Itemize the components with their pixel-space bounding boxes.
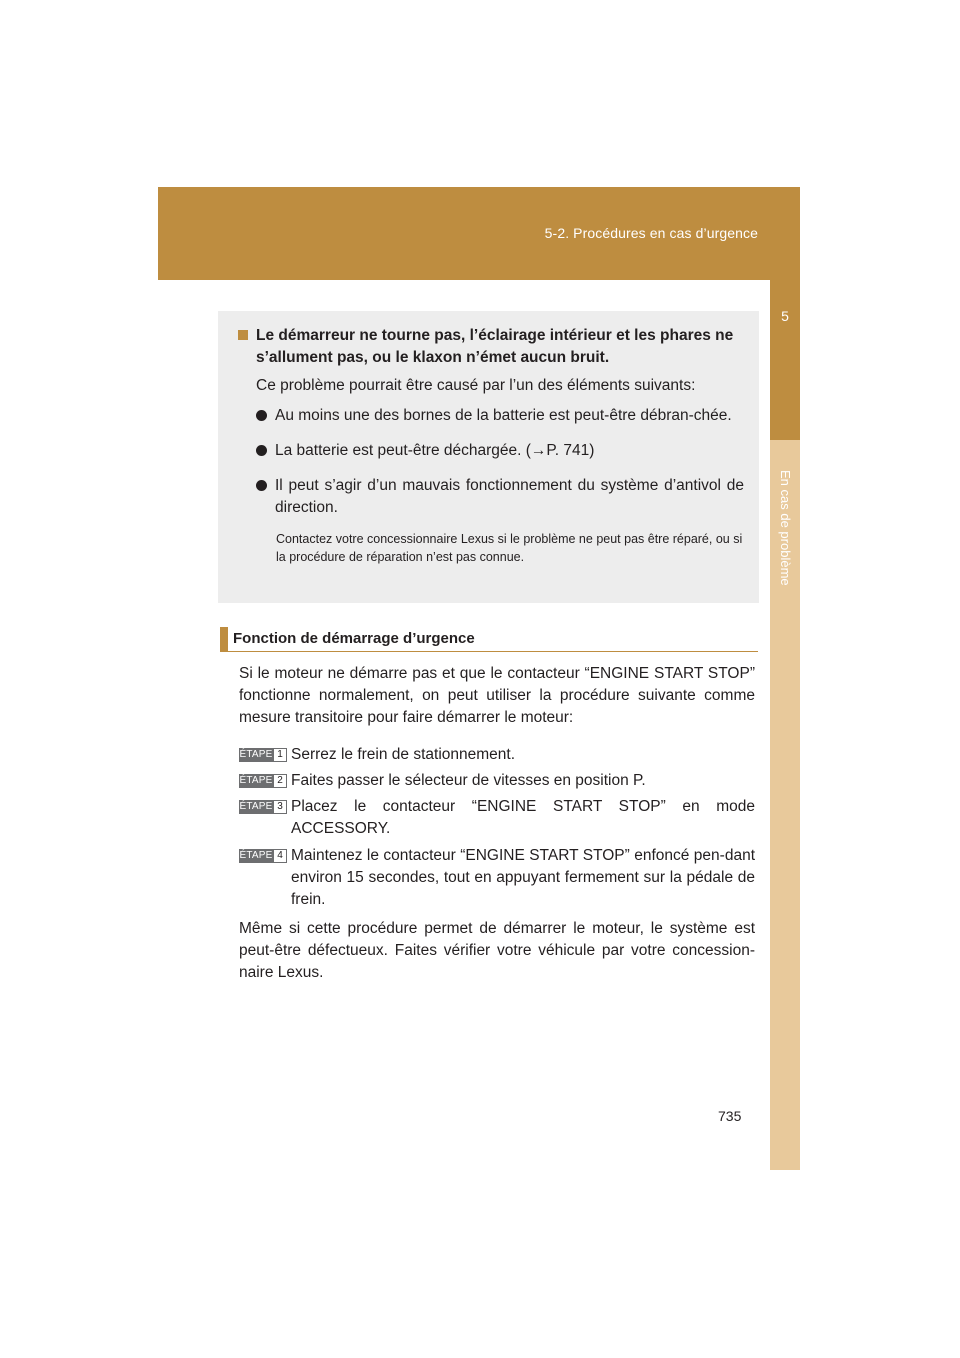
step-4 — [239, 845, 755, 911]
step-badge-number: 4 — [273, 849, 287, 863]
step-badge-label: ÉTAPE — [239, 775, 273, 786]
step-badge-label: ÉTAPE — [239, 801, 273, 812]
step-1 — [239, 744, 755, 766]
step-text: Serrez le frein de stationnement. — [291, 746, 516, 763]
page-number: 735 — [718, 1108, 742, 1124]
section-header: 5-2. Procédures en cas d’urgence — [544, 225, 758, 241]
step-badge-number: 3 — [273, 800, 287, 814]
step-2 — [239, 770, 755, 792]
list-item — [256, 440, 744, 462]
list-item — [256, 405, 744, 427]
emergency-heading — [220, 627, 758, 652]
chapter-tab-marker — [770, 280, 800, 440]
step-badge-number: 1 — [273, 748, 287, 762]
info-box — [218, 311, 759, 603]
info-heading-text: Le démarreur ne tourne pas, l’éclairage intérieur et les phares ne s’allument pas, ou le klaxon n’émet aucun bruit. — [256, 327, 734, 366]
step-badge — [239, 849, 287, 863]
emergency-conclusion: Même si cette procédure permet de démarrer le moteur, le système est peut-être défectueux. Faites vérifier votre véhicule par votre concession-naire Lexus. — [239, 920, 755, 981]
dealer-note: Contactez votre concessionnaire Lexus si le problème ne peut pas être réparé, ou si la procédure de réparation n’est pas connue. — [276, 532, 743, 564]
heading-accent-bar — [220, 627, 228, 651]
list-item — [256, 475, 744, 519]
info-heading — [238, 325, 744, 369]
bullet-dot-icon — [256, 410, 267, 421]
step-3 — [239, 796, 755, 840]
cause-list — [256, 405, 744, 519]
step-badge-label: ÉTAPE — [239, 749, 273, 760]
list-item-text: Il peut s’agir d’un mauvais fonctionnement du système d’antivol de direction. — [275, 477, 744, 516]
info-intro: Ce problème pourrait être causé par l’un des éléments suivants: — [256, 377, 696, 394]
step-badge-label: ÉTAPE — [239, 850, 273, 861]
emergency-intro: Si le moteur ne démarre pas et que le contacteur “ENGINE START STOP” fonctionne normalement, on peut utiliser la procédure suivante comme mesure transitoire pour faire démarrer le moteur: — [239, 665, 755, 726]
list-item-text: La batterie est peut-être déchargée. (→P. 741) — [275, 442, 595, 459]
step-text: Placez le contacteur “ENGINE START STOP” en mode ACCESSORY. — [291, 798, 755, 837]
square-bullet-icon — [238, 330, 248, 340]
step-badge — [239, 800, 287, 814]
step-text: Maintenez le contacteur “ENGINE START STOP” enfoncé pen-dant environ 15 secondes, tout en appuyant fermement sur la pédale de frein. — [291, 847, 755, 908]
step-badge — [239, 774, 287, 788]
step-badge-number: 2 — [273, 774, 287, 788]
step-badge — [239, 748, 287, 762]
bullet-dot-icon — [256, 480, 267, 491]
header-band — [158, 187, 800, 280]
step-text: Faites passer le sélecteur de vitesses en position P. — [291, 772, 646, 789]
emergency-heading-text: Fonction de démarrage d’urgence — [233, 630, 475, 647]
chapter-number: 5 — [781, 308, 789, 324]
list-item-text: Au moins une des bornes de la batterie est peut-être débran-chée. — [275, 407, 732, 424]
chapter-title: En cas de problème — [778, 470, 793, 586]
bullet-dot-icon — [256, 445, 267, 456]
